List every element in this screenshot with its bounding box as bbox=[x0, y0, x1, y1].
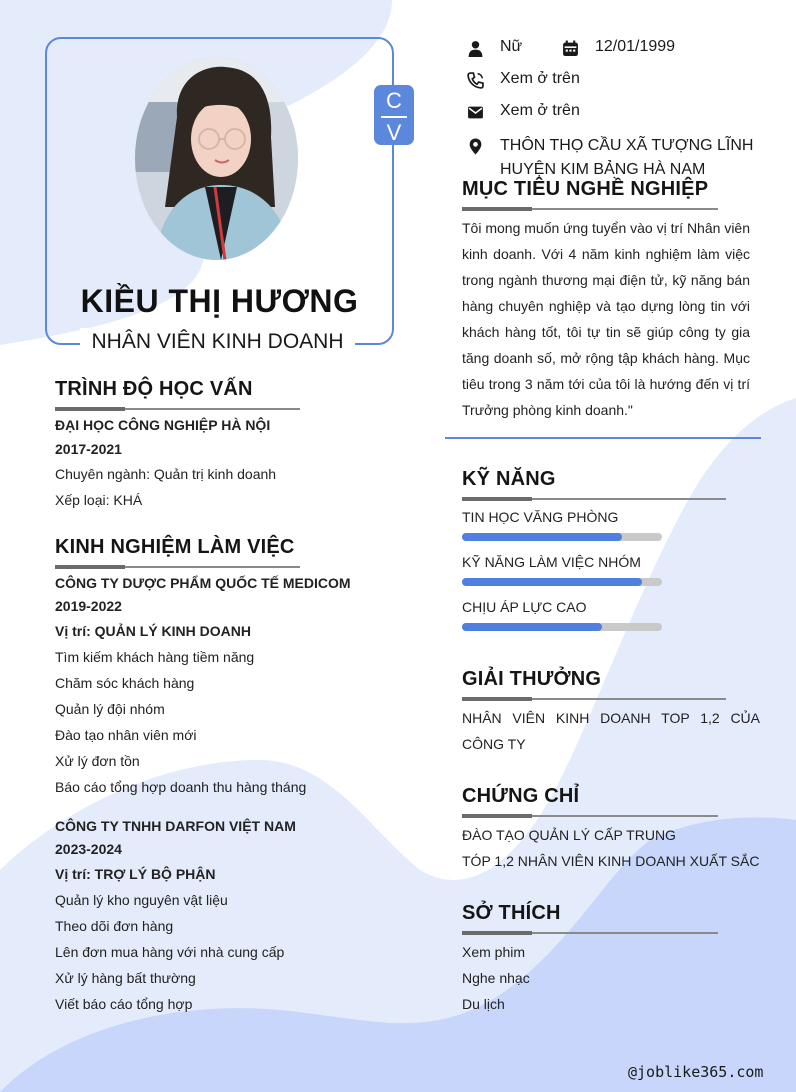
section-education bbox=[55, 378, 300, 411]
skill-label: KỸ NĂNG LÀM VIỆC NHÓM bbox=[462, 554, 641, 570]
cv-badge bbox=[374, 85, 414, 145]
education-rank: Xếp loại: KHÁ bbox=[55, 492, 143, 508]
hobby-item: Xem phim bbox=[462, 944, 526, 960]
site-watermark: @joblike365.com bbox=[628, 1063, 764, 1081]
job-company: CÔNG TY TNHH DARFON VIỆT NAM bbox=[55, 818, 296, 834]
section-hobbies bbox=[462, 902, 718, 935]
job-task: Quản lý đội nhóm bbox=[55, 701, 165, 717]
skill-bar-fill bbox=[462, 533, 622, 541]
job-years: 2023-2024 bbox=[55, 841, 122, 857]
person-icon bbox=[465, 38, 485, 58]
hobby-item: Nghe nhạc bbox=[462, 970, 530, 986]
section-divider bbox=[445, 437, 761, 439]
cv-badge-letter-c: C bbox=[386, 88, 402, 113]
job-task: Báo cáo tổng hợp doanh thu hàng tháng bbox=[55, 779, 307, 795]
job-years: 2019-2022 bbox=[55, 598, 122, 614]
job-task: Quản lý kho nguyên vật liệu bbox=[55, 892, 228, 908]
certificates-list bbox=[462, 822, 772, 874]
skill-label: CHỊU ÁP LỰC CAO bbox=[462, 599, 587, 615]
job-task: Lên đơn mua hàng với nhà cung cấp bbox=[55, 944, 285, 960]
section-awards bbox=[462, 668, 726, 701]
profile-photo-illustration bbox=[135, 57, 298, 260]
hobby-item: Du lịch bbox=[462, 996, 505, 1012]
phone-icon bbox=[465, 70, 485, 90]
address-text bbox=[500, 134, 753, 182]
cv-badge-divider bbox=[381, 116, 407, 118]
job-task: Chăm sóc khách hàng bbox=[55, 675, 195, 691]
awards-text: NHÂN VIÊN KINH DOANH TOP 1,2 CỦA CÔNG TY bbox=[462, 710, 760, 752]
section-certificates bbox=[462, 785, 718, 818]
hobbies-heading-rule bbox=[462, 931, 718, 935]
section-experience bbox=[55, 536, 300, 569]
phone-value: Xem ở trên bbox=[500, 70, 580, 87]
birthdate-value: 12/01/1999 bbox=[595, 38, 676, 55]
job-task: Viết báo cáo tổng hợp bbox=[55, 996, 193, 1012]
address-line-2: HUYỆN KIM BẢNG HÀ NAM bbox=[500, 161, 706, 178]
candidate-name: KIỀU THỊ HƯƠNG bbox=[80, 283, 359, 319]
contact-email bbox=[465, 102, 580, 122]
experience-heading: KINH NGHIỆM LÀM VIỆC bbox=[55, 536, 295, 558]
location-pin-icon bbox=[465, 136, 485, 156]
section-objective bbox=[462, 178, 718, 211]
cv-badge-letter-v: V bbox=[386, 120, 402, 145]
hobbies-heading: SỞ THÍCH bbox=[462, 902, 561, 924]
education-heading-rule bbox=[55, 407, 300, 411]
certificate-item: TÓP 1,2 NHÂN VIÊN KINH DOANH XUẤT SẮC bbox=[462, 853, 760, 869]
education-heading: TRÌNH ĐỘ HỌC VẤN bbox=[55, 378, 253, 400]
contact-address bbox=[465, 134, 753, 182]
awards-heading: GIẢI THƯỞNG bbox=[462, 668, 602, 690]
awards-heading-rule bbox=[462, 697, 726, 701]
mail-icon bbox=[465, 102, 485, 122]
contact-birthdate bbox=[560, 38, 675, 58]
job-task: Đào tạo nhân viên mới bbox=[55, 727, 197, 743]
job-position: Vị trí: TRỢ LÝ BỘ PHẬN bbox=[55, 866, 216, 882]
certificate-item: ĐÀO TẠO QUẢN LÝ CẤP TRUNG bbox=[462, 827, 676, 843]
education-years: 2017-2021 bbox=[55, 441, 122, 457]
education-school: ĐẠI HỌC CÔNG NGHIỆP HÀ NỘI bbox=[55, 417, 271, 433]
objective-text: Tôi mong muốn ứng tuyển vào vị trí Nhân viên kinh doanh. Với 4 năm kinh nghiệm làm việc trong ngành thương mại điện tử, kỹ năng bán hàng chuyên nghiệp và tạo dựng lòng tin với khách hàng tốt, tôi tự tin sẽ giúp công ty gia tăng doanh số, mở rộng tập khách hàng. Mục tiêu trong 3 năm tới của tôi là hướng đến vị trí Trưởng phòng kinh doanh." bbox=[462, 220, 750, 418]
email-value: Xem ở trên bbox=[500, 102, 580, 119]
skill-bar bbox=[462, 623, 662, 631]
contact-gender bbox=[465, 38, 522, 58]
skills-heading: KỸ NĂNG bbox=[462, 468, 556, 490]
skill-bar-fill bbox=[462, 578, 642, 586]
skills-heading-rule bbox=[462, 497, 726, 501]
skill-bar bbox=[462, 578, 662, 586]
job-position: Vị trí: QUẢN LÝ KINH DOANH bbox=[55, 623, 251, 639]
education-major: Chuyên ngành: Quản trị kinh doanh bbox=[55, 466, 277, 482]
calendar-icon bbox=[560, 38, 580, 58]
skill-label: TIN HỌC VĂNG PHÒNG bbox=[462, 509, 619, 525]
experience-job-2 bbox=[55, 815, 415, 1017]
job-task: Tìm kiếm khách hàng tiềm năng bbox=[55, 649, 255, 665]
section-skills bbox=[462, 468, 726, 501]
job-task: Theo dõi đơn hàng bbox=[55, 918, 174, 934]
job-task: Xử lý hàng bất thường bbox=[55, 970, 196, 986]
certificates-heading-rule bbox=[462, 814, 718, 818]
job-company: CÔNG TY DƯỢC PHẨM QUỐC TẾ MEDICOM bbox=[55, 575, 351, 591]
job-task: Xử lý đơn tồn bbox=[55, 753, 140, 769]
objective-heading: MỤC TIÊU NGHỀ NGHIỆP bbox=[462, 178, 709, 200]
certificates-heading: CHỨNG CHỈ bbox=[462, 785, 580, 807]
address-line-1: THÔN THỌ CẦU XÃ TƯỢNG LĨNH bbox=[500, 137, 754, 154]
skill-bar bbox=[462, 533, 662, 541]
objective-heading-rule bbox=[462, 207, 718, 211]
experience-job-1 bbox=[55, 572, 415, 800]
experience-heading-rule bbox=[55, 565, 300, 569]
profile-photo bbox=[135, 57, 298, 260]
education-details bbox=[55, 413, 395, 513]
hobbies-list bbox=[462, 939, 662, 1017]
gender-value: Nữ bbox=[500, 38, 523, 55]
candidate-job-title: NHÂN VIÊN KINH DOANH bbox=[80, 328, 355, 356]
contact-phone bbox=[465, 70, 580, 90]
skill-bar-fill bbox=[462, 623, 602, 631]
